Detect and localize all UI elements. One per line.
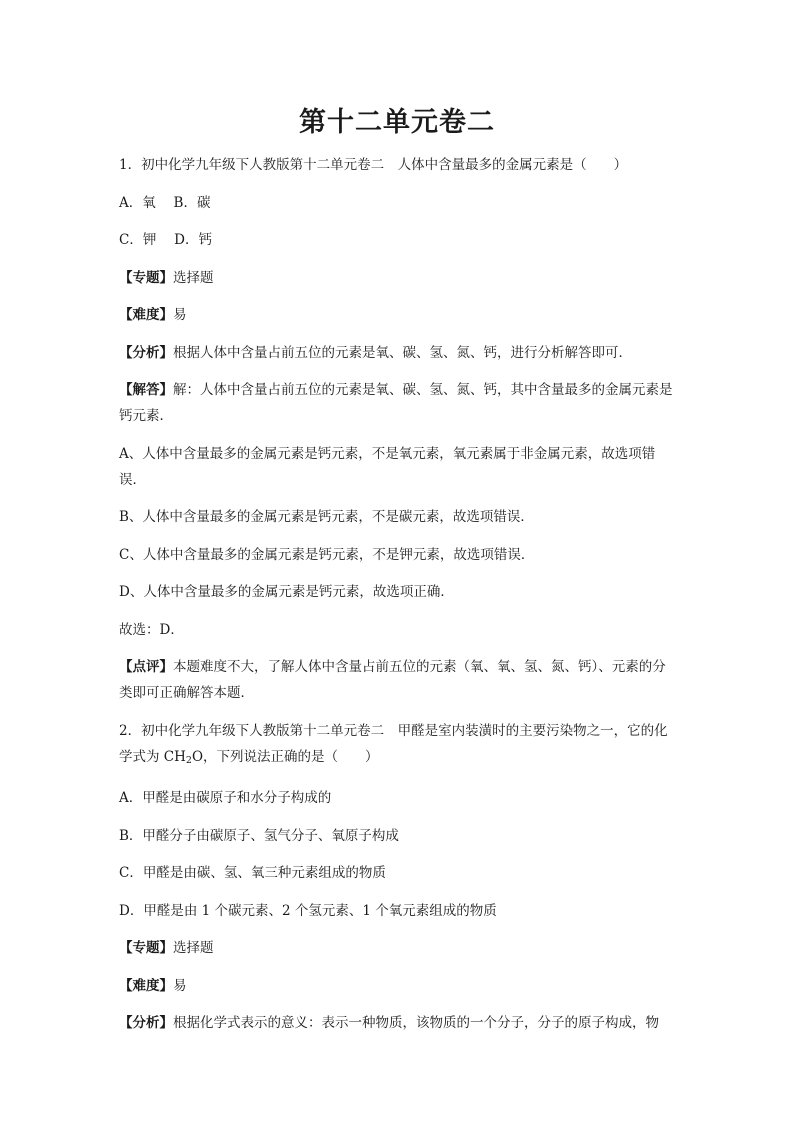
answer-tag: 【解答】 bbox=[119, 382, 173, 398]
q1-comment bbox=[119, 654, 679, 706]
document-body bbox=[119, 152, 679, 1048]
q1-explanation-d: D、人体中含量最多的金属元素是钙元素，故选项正确． bbox=[119, 584, 454, 600]
q2-difficulty bbox=[119, 973, 679, 999]
difficulty-value: 易 bbox=[173, 977, 187, 994]
q2-formula-subscript: 2 bbox=[185, 754, 192, 766]
difficulty-value: 易 bbox=[173, 307, 187, 323]
q1-explanation-c: C、人体中含量最多的金属元素是钙元素，不是钾元素，故选项错误． bbox=[119, 546, 535, 563]
analysis-tag: 【分析】 bbox=[119, 1015, 173, 1031]
page-title: 第十二单元卷二 bbox=[299, 107, 495, 138]
difficulty-tag: 【难度】 bbox=[119, 307, 173, 323]
topic-value: 选择题 bbox=[173, 940, 214, 956]
q2-option-d: D．甲醛是由 1 个碳元素、2 个氢元素、1 个氧元素组成的物质 bbox=[119, 902, 497, 919]
q1-options-ab: A．氧 B．碳 bbox=[119, 194, 211, 211]
answer-text: 解：人体中含量占前五位的元素是氧、碳、氢、氮、钙，其中含量最多的金属元素是钙元素． bbox=[119, 382, 673, 424]
topic-tag: 【专题】 bbox=[119, 940, 173, 956]
comment-tag: 【点评】 bbox=[119, 659, 173, 675]
q2-analysis bbox=[119, 1010, 679, 1036]
difficulty-tag: 【难度】 bbox=[119, 977, 173, 994]
q2-stem-part-a: 2．初中化学九年级下人教版第十二单元卷二 甲醛是室内装潢时的主要污染物之一，它的化学式为 CH bbox=[119, 722, 668, 765]
q1-difficulty bbox=[119, 302, 679, 328]
q1-options-cd: C．钾 D．钙 bbox=[119, 232, 212, 248]
q1-choice: 故选：D． bbox=[119, 621, 184, 638]
q2-option-b: B．甲醛分子由碳原子、氢气分子、氧原子构成 bbox=[119, 827, 399, 844]
analysis-text: 根据化学式表示的意义：表示一种物质，该物质的一个分子，分子的原子构成，物 bbox=[173, 1015, 659, 1031]
topic-value: 选择题 bbox=[173, 269, 214, 286]
comment-text: 本题难度不大，了解人体中含量占前五位的元素（氧、氧、氢、氮、钙）、元素的分类即可正确解答本题． bbox=[119, 659, 666, 701]
q1-stem: 1．初中化学九年级下人教版第十二单元卷二 人体中含量最多的金属元素是（ ） bbox=[119, 157, 628, 173]
q2-stem bbox=[119, 718, 679, 774]
q1-topic bbox=[119, 265, 679, 291]
q1-analysis bbox=[119, 340, 679, 366]
analysis-tag: 【分析】 bbox=[119, 344, 173, 361]
q1-explanation-b: B、人体中含量最多的金属元素是钙元素，不是碳元素，故选项错误． bbox=[119, 509, 534, 525]
topic-tag: 【专题】 bbox=[119, 269, 173, 286]
q2-topic bbox=[119, 935, 679, 961]
q2-stem-part-b: O，下列说法正确的是（ ） bbox=[191, 748, 379, 765]
analysis-text: 根据人体中含量占前五位的元素是氧、碳、氢、氮、钙，进行分析解答即可． bbox=[173, 344, 632, 361]
q2-option-a: A．甲醛是由碳原子和水分子构成的 bbox=[119, 790, 332, 806]
q1-answer bbox=[119, 377, 679, 429]
q2-option-c: C．甲醛是由碳、氢、氧三种元素组成的物质 bbox=[119, 865, 386, 881]
q1-explanation-a: A、人体中含量最多的金属元素是钙元素，不是氧元素，氧元素属于非金属元素，故选项错误． bbox=[119, 445, 656, 488]
